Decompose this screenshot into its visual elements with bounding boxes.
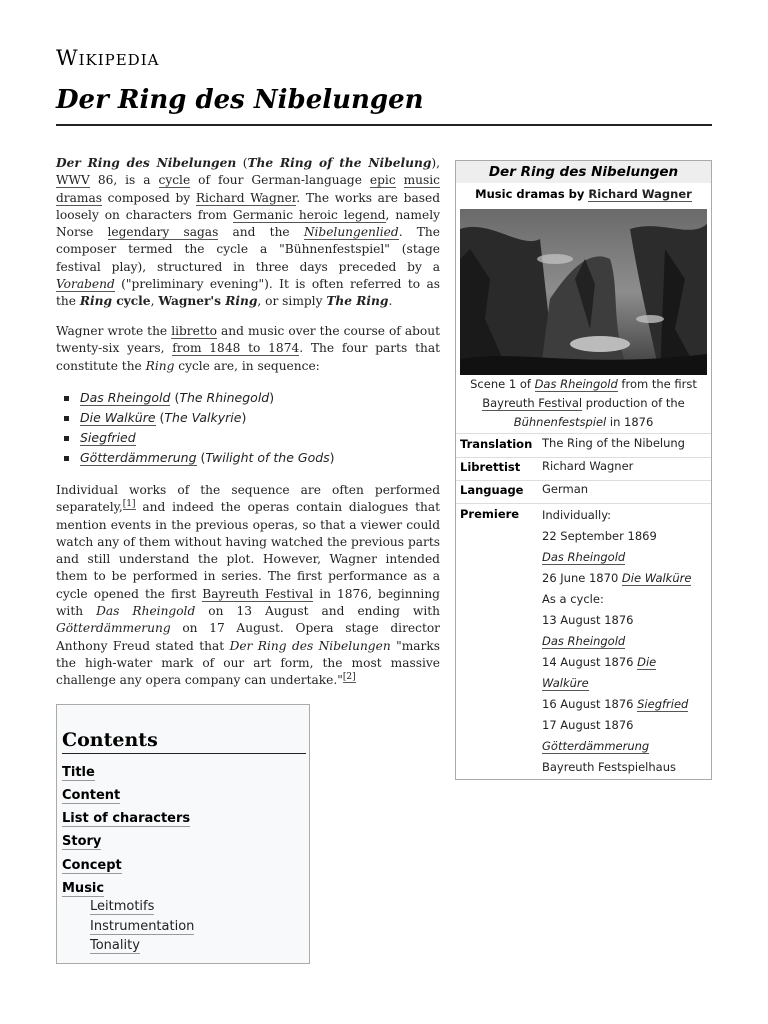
- inline-link[interactable]: Bayreuth Festival: [202, 586, 314, 601]
- inline-link[interactable]: Die Walküre: [621, 571, 692, 585]
- premiere-line: [542, 505, 708, 526]
- lead-paragraph-3: [56, 482, 440, 690]
- text-run: Individually:: [542, 508, 612, 522]
- premiere-line: [542, 736, 708, 757]
- toc-subitem[interactable]: Instrumentation: [90, 919, 195, 934]
- title-divider: [56, 124, 712, 126]
- text-run: . The composer termed the cycle a "Bühnenfestspiel" (stage festival play), structured in three days preceded by a: [56, 225, 440, 274]
- inline-link[interactable]: Götterdämmerung: [542, 739, 650, 753]
- text-run: .: [388, 294, 393, 309]
- row-label-premiere: Premiere: [460, 507, 520, 521]
- text-run: and music over the course of about twenty-six years,: [56, 324, 440, 356]
- text-run: Ring: [225, 294, 258, 309]
- text-run: Der Ring des Nibelungen: [56, 156, 237, 170]
- text-run: ,: [150, 294, 159, 309]
- text-run: Das Rheingold: [96, 604, 196, 619]
- text-run: 22 September 1869: [542, 529, 657, 543]
- premiere-line: [542, 673, 708, 694]
- row-value-librettist: Richard Wagner: [542, 459, 634, 473]
- row-value-language: German: [542, 482, 589, 496]
- premiere-line: [542, 526, 708, 547]
- text-run: The Ring of the Nibelung: [247, 156, 432, 170]
- inline-link[interactable]: Das Rheingold: [542, 550, 626, 564]
- text-run: Scene 1 of: [470, 377, 535, 391]
- lead-paragraph-2: [56, 323, 440, 375]
- text-run: Bayreuth Festspielhaus: [542, 760, 676, 774]
- table-of-contents: [56, 704, 310, 964]
- premiere-line: [542, 631, 708, 652]
- text-run: "marks the high-water mark of our art form, the most massive challenge any opera company can undertake.": [56, 638, 440, 688]
- toc-item[interactable]: List of characters: [62, 811, 191, 826]
- inline-link[interactable]: Germanic heroic legend: [232, 207, 386, 222]
- text-run: production of the: [582, 396, 685, 410]
- wikipedia-logo[interactable]: Wikipedia: [56, 46, 160, 70]
- list-item: [80, 448, 335, 468]
- text-run: Ring: [145, 358, 175, 373]
- text-run: on 13 August and ending with: [195, 604, 440, 619]
- inline-link[interactable]: music dramas: [56, 173, 441, 205]
- inline-link[interactable]: epic: [369, 173, 396, 188]
- text-run: 16 August 1876: [542, 697, 638, 711]
- premiere-line: [542, 568, 708, 589]
- infobox-subtitle: Music dramas by Richard Wagner: [475, 187, 692, 201]
- text-run: from the first: [617, 377, 697, 391]
- page-title: Der Ring des Nibelungen: [56, 85, 424, 115]
- text-run: . The four parts that constitute the: [56, 341, 440, 373]
- inline-link[interactable]: libretto: [171, 324, 217, 338]
- text-run: 86, is a: [89, 173, 159, 188]
- composer-link[interactable]: Richard Wagner: [588, 187, 692, 201]
- text-run: 26 June 1870: [542, 571, 622, 585]
- infobox: [455, 160, 712, 780]
- part-english-title: The Valkyrie: [164, 410, 242, 425]
- inline-link[interactable]: Richard Wagner: [195, 190, 297, 205]
- text-run: 13 August 1876: [542, 613, 634, 627]
- text-run: [396, 173, 404, 187]
- toc-item[interactable]: Music: [62, 881, 105, 896]
- list-item: [80, 388, 335, 408]
- text-run: Bühnenfestspiel: [513, 415, 607, 429]
- inline-link[interactable]: Das Rheingold: [542, 634, 626, 648]
- toc-item[interactable]: Title: [62, 765, 95, 780]
- text-run: Der Ring des Nibelungen: [229, 638, 391, 653]
- inline-link[interactable]: Vorabend: [56, 277, 115, 292]
- parts-list: [56, 388, 335, 468]
- text-run: of four German-language: [190, 173, 370, 188]
- text-run: Götterdämmerung: [56, 621, 171, 636]
- premiere-line: [542, 610, 708, 631]
- inline-link[interactable]: Siegfried: [637, 697, 689, 711]
- text-run: Wagner wrote the: [56, 324, 172, 338]
- citation-link[interactable]: [2]: [342, 672, 356, 683]
- text-run: and the: [218, 225, 304, 240]
- premiere-line: [542, 694, 708, 715]
- text-run: ),: [431, 156, 440, 170]
- inline-link[interactable]: WWV: [56, 173, 90, 188]
- part-link[interactable]: Das Rheingold: [80, 390, 171, 405]
- inline-link[interactable]: Das Rheingold: [534, 377, 618, 391]
- lead-paragraph-1: [56, 155, 440, 311]
- premiere-line: [542, 652, 708, 673]
- text-run: cycle are, in sequence:: [174, 358, 320, 373]
- toc-item[interactable]: Story: [62, 834, 102, 849]
- toc-title: Contents: [62, 729, 306, 754]
- rheingold-scene-image[interactable]: [460, 209, 707, 375]
- part-translation: (The Valkyrie): [155, 410, 247, 425]
- list-item: [80, 408, 335, 428]
- text-run: Individual works of the sequence are often performed separately,: [56, 483, 440, 515]
- text-run: , or simply: [257, 294, 327, 309]
- citation-link[interactable]: [1]: [122, 499, 136, 510]
- part-link[interactable]: Götterdämmerung: [80, 450, 197, 465]
- toc-subitem[interactable]: Leitmotifs: [90, 899, 155, 914]
- text-run: Ring: [79, 294, 112, 309]
- text-run: , namely Norse: [56, 207, 440, 240]
- inline-link[interactable]: from 1848 to 1874: [172, 341, 300, 356]
- text-run: and indeed the operas contain dialogues that mention events in the previous operas, so that a viewer could watch any of them without having watched the previous parts and still understand the plot. However, Wagner intended them to be performed in series. The first performance as a cycle opened the first: [56, 500, 440, 601]
- inline-link[interactable]: Die: [637, 655, 657, 669]
- inline-link[interactable]: Bayreuth Festival: [482, 396, 583, 410]
- row-value-translation: The Ring of the Nibelung: [542, 436, 685, 450]
- text-run: (: [236, 156, 248, 170]
- text-run: in 1876, beginning with: [56, 586, 440, 619]
- part-link[interactable]: Siegfried: [80, 430, 136, 445]
- inline-link[interactable]: Walküre: [542, 676, 589, 690]
- part-link[interactable]: Die Walküre: [80, 410, 156, 425]
- premiere-line: [542, 757, 708, 778]
- inline-link[interactable]: Nibelungenlied: [303, 225, 399, 240]
- part-english-title: Twilight of the Gods: [205, 450, 330, 465]
- premiere-line: [542, 589, 708, 610]
- row-value-premiere: [542, 505, 708, 778]
- text-run: As a cycle:: [542, 592, 604, 606]
- text-run: The Ring: [326, 294, 389, 309]
- text-run: 17 August 1876: [542, 718, 634, 732]
- part-translation: (Twilight of the Gods): [196, 450, 335, 465]
- infobox-caption: [460, 375, 707, 432]
- row-label-language: Language: [460, 483, 524, 497]
- toc-item[interactable]: Concept: [62, 858, 122, 873]
- premiere-line: [542, 547, 708, 568]
- inline-link[interactable]: cycle: [158, 173, 191, 188]
- part-translation: (The Rhinegold): [170, 390, 275, 405]
- text-run: Wagner's: [158, 294, 226, 309]
- toc-item[interactable]: Content: [62, 788, 121, 803]
- inline-link[interactable]: legendary sagas: [107, 225, 219, 240]
- text-run: cycle: [112, 294, 151, 309]
- infobox-title: Der Ring des Nibelungen: [456, 161, 711, 183]
- text-run: 14 August 1876: [542, 655, 638, 669]
- text-run: . The works are based loosely on characters from: [56, 190, 440, 222]
- row-label-librettist: Librettist: [460, 460, 521, 474]
- text-run: on 17 August. Opera stage director Anthony Freud stated that: [56, 621, 440, 653]
- premiere-line: [542, 715, 708, 736]
- list-item: [80, 428, 335, 448]
- toc-subitem[interactable]: Tonality: [90, 938, 140, 953]
- text-run: in 1876: [606, 415, 654, 429]
- row-label-translation: Translation: [460, 437, 533, 451]
- text-run: composed by: [101, 190, 196, 205]
- part-english-title: The Rhinegold: [179, 390, 270, 405]
- row-divider: [456, 503, 711, 504]
- text-run: ("preliminary evening"). It is often referred to as the: [56, 277, 440, 309]
